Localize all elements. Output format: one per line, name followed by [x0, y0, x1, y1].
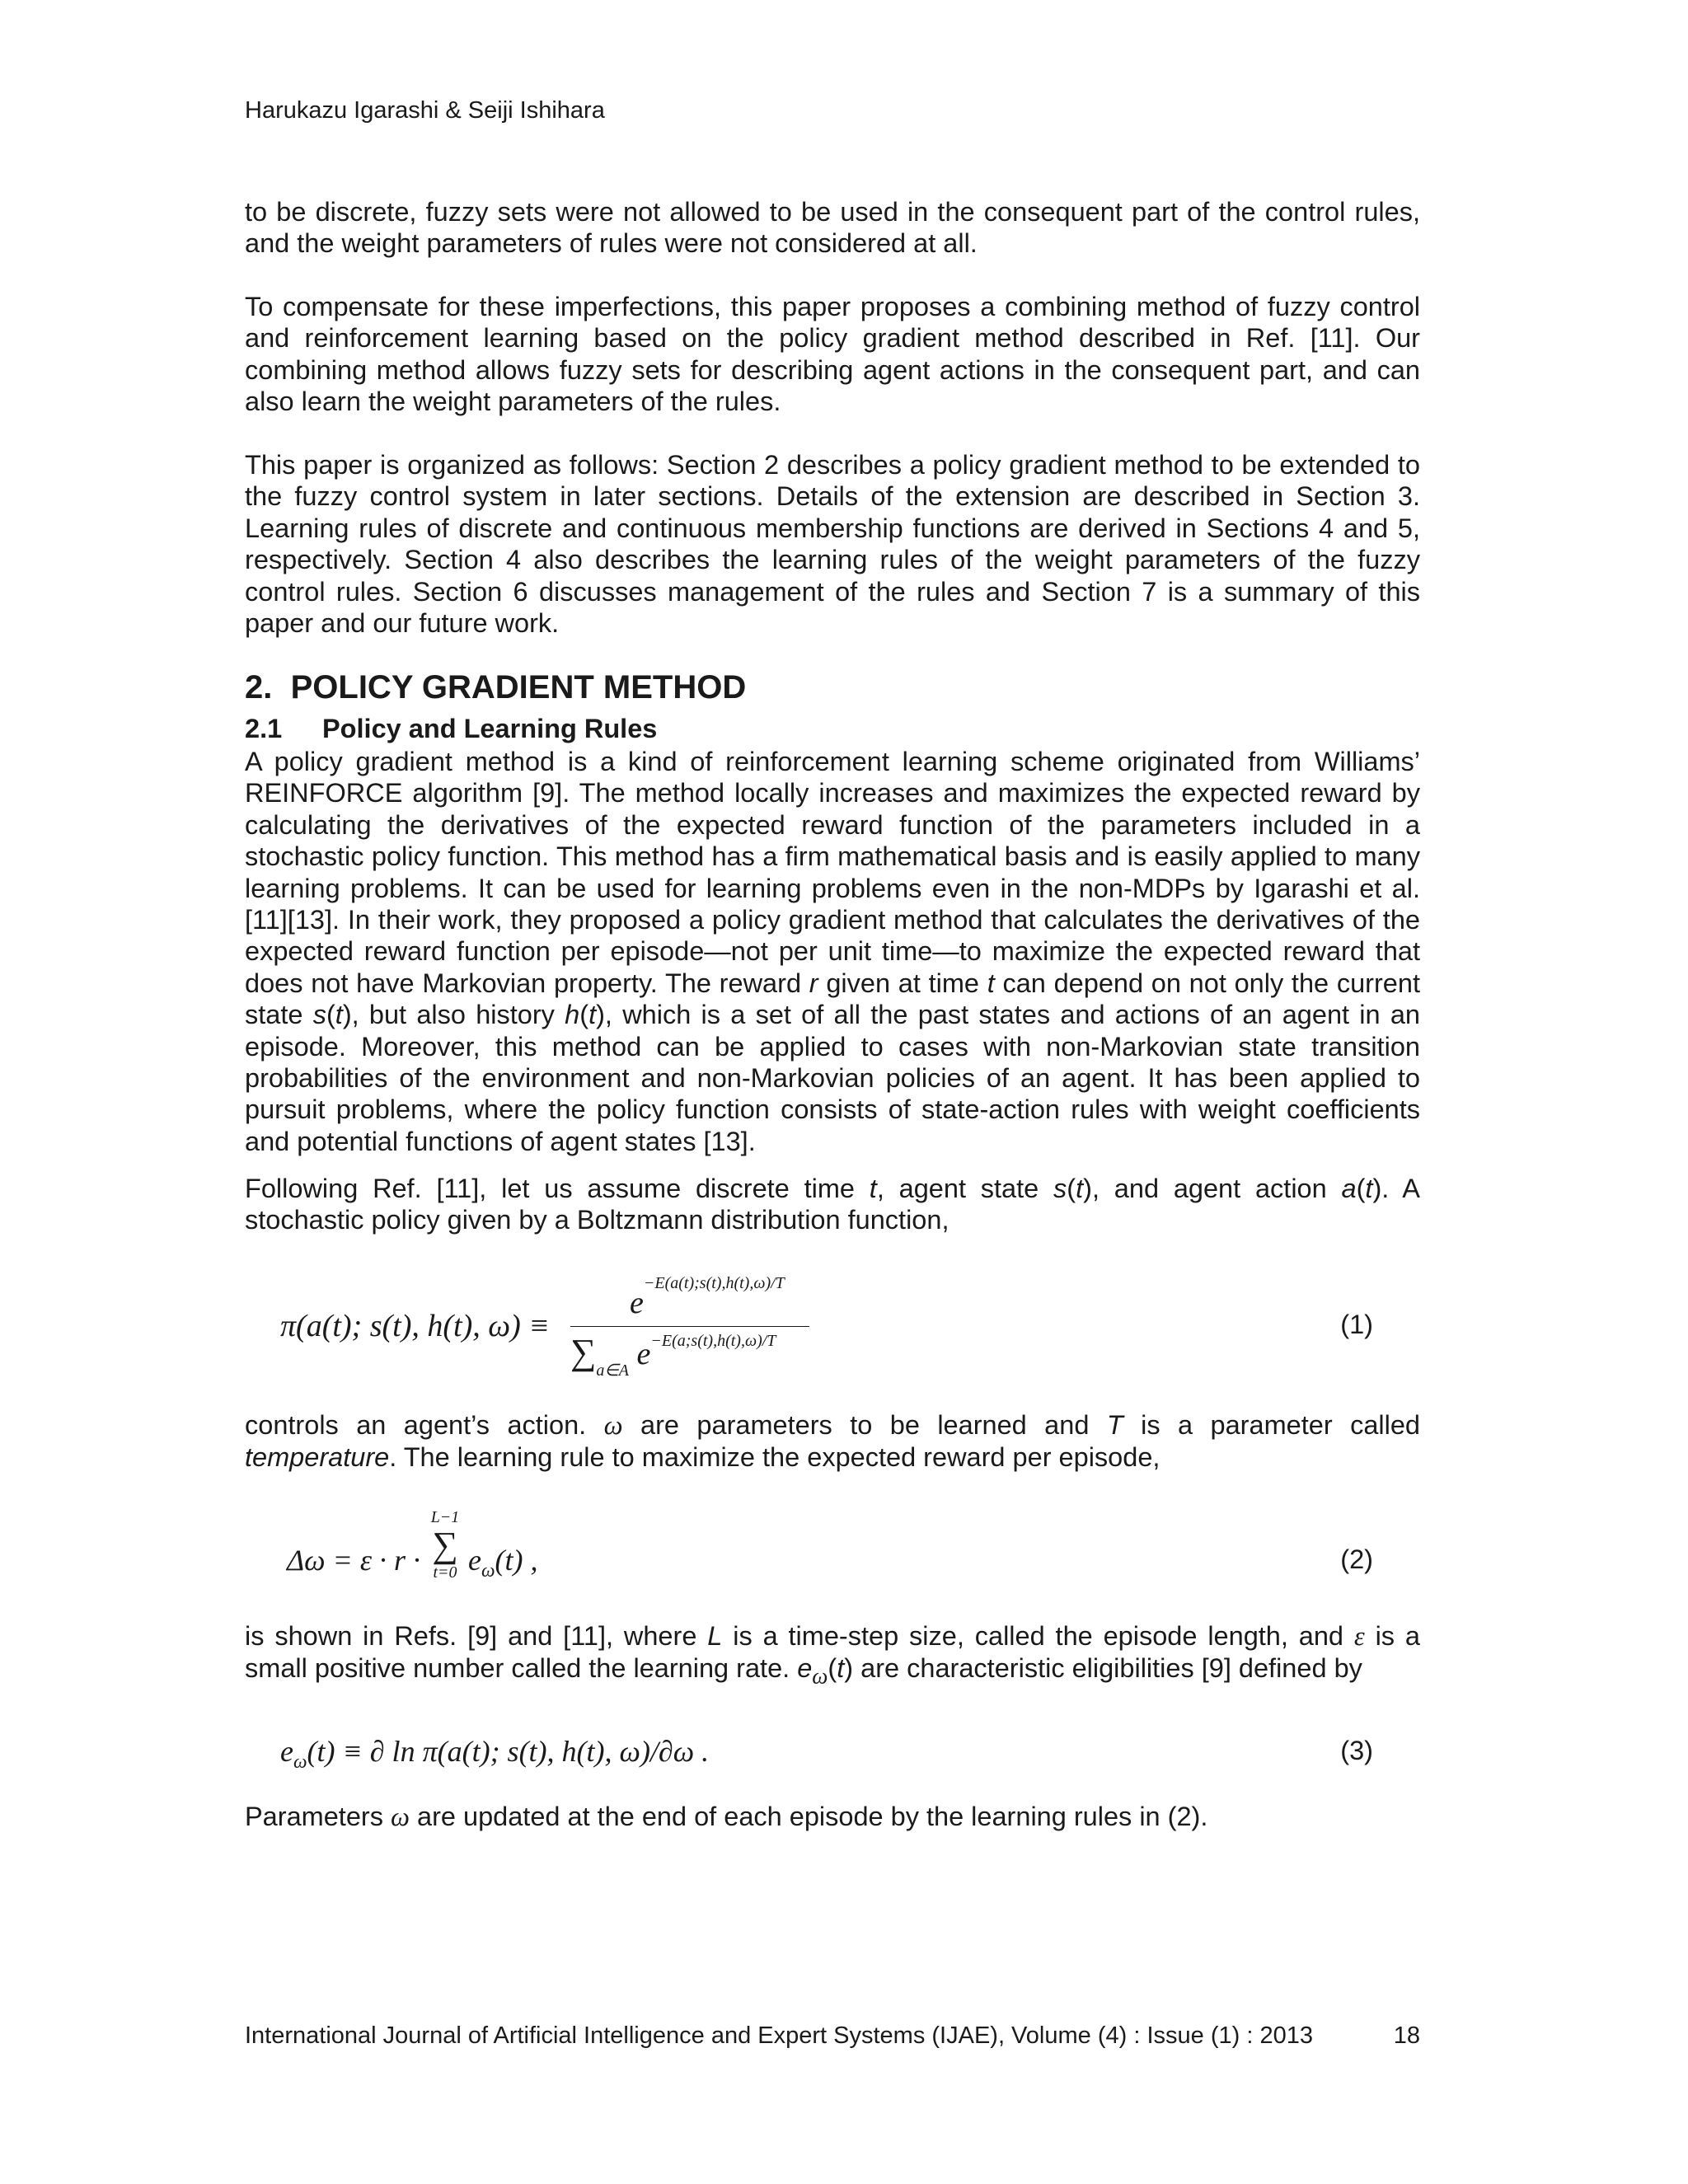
- paragraph-7: [245, 1620, 1420, 1692]
- paragraph-4-text: A policy gradient method is a kind of reinforcement learning scheme originated from Williams’ REINFORCE algorithm [9]. The method locally increases and maximizes the expected reward by calculating the derivatives of the expected reward function of the parameters included in a stochastic policy function. This method has a firm mathematical basis and is easily applied to many learning problems. It can be used for learning problems even in the non-MDPs by Igarashi et al. [11][13]. In their work, they proposed a policy gradient method that calculates the derivatives of the expected reward function per episode—not per unit time—to maximize the expected reward that does not have Markovian property. The reward r given at time t can depend on not only the current state s(t), but also history h(t), which is a set of all the past states and actions of an agent in an episode. Moreover, this method can be applied to cases with non-Markovian state transition probabilities of the environment and non-Markovian policies of an agent. It has been applied to pursuit problems, where the policy function consists of state-action rules with weight coefficients and potential functions of agent states [13].: [245, 747, 1420, 1156]
- equation-1: [280, 1273, 1373, 1389]
- equation-3: [280, 1731, 1373, 1780]
- paragraph-7-text: is shown in Refs. [9] and [11], where L is a time-step size, called the episode length, and ε is a small positive number called the learning rate. $e_\omega(t)$ are characteristic eligibilities [9] defined by: [245, 1621, 1420, 1689]
- paragraph-5-text: Following Ref. [11], let us assume discrete time t, agent state s(t), and agent action a(t). A stochastic policy given by a Boltzmann distribution function,: [245, 1174, 1420, 1235]
- equation-1-fraction: [570, 1273, 1098, 1380]
- subsection-title: Policy and Learning Rules: [322, 714, 658, 743]
- paragraph-5: [245, 1173, 1420, 1236]
- paragraph-2-text: To compensate for these imperfections, this paper proposes a combining method of fuzzy control and reinforcement learning based on the policy gradient method described in Ref. [11]. Our combining method allows fuzzy sets for describing agent actions in the consequent part, and can also learn the weight parameters of the rules.: [245, 292, 1420, 417]
- equation-2-number: (2): [1340, 1544, 1373, 1574]
- paragraph-2: [245, 291, 1420, 418]
- fraction-bar: [570, 1326, 809, 1327]
- paragraph-8-text: Parameters ω are updated at the end of each episode by the learning rules in (2).: [245, 1802, 1208, 1832]
- section-number: 2.: [245, 669, 273, 705]
- page-number: 18: [1393, 2022, 1420, 2049]
- equation-1-lhs: π(a(t); s(t), h(t), ω) ≡: [280, 1309, 550, 1343]
- equation-2-term: $e_\omega(t)$ ,: [468, 1544, 538, 1582]
- paragraph-3-text: This paper is organized as follows: Section 2 describes a policy gradient method to be extended to the fuzzy control system in later sections. Details of the extension are described in Section 3. Learning rules of discrete and continuous membership functions are derived in Sections 4 and 5, respectively. Section 4 also describes the learning rules of the weight parameters of the fuzzy control rules. Section 6 discusses management of the rules and Section 7 is a summary of this paper and our future work.: [245, 450, 1420, 639]
- equation-1-denominator: $\sum_{a\in A}$ $e^{-E(a;s(t),h(t),\omega)/T}$: [570, 1332, 776, 1380]
- equation-2-lhs: Δω = ε · r ·: [287, 1544, 421, 1577]
- paragraph-1-text: to be discrete, fuzzy sets were not allowed to be used in the consequent part of the control rules, and the weight parameters of rules were not considered at all.: [245, 197, 1420, 259]
- section-heading: [245, 669, 746, 706]
- footer-journal: International Journal of Artificial Intelligence and Expert Systems (IJAE), Volume (4) : Issue (1) : 2013: [245, 2022, 1313, 2049]
- paragraph-3: [245, 449, 1420, 639]
- paragraph-8: [245, 1801, 1420, 1833]
- paragraph-6: [245, 1409, 1420, 1474]
- subsection-number: 2.1: [245, 714, 283, 743]
- equation-3-body: $e_\omega(t)$ ≡ ∂ ln π(a(t); s(t), h(t), ω)/∂ω .: [280, 1735, 710, 1774]
- paragraph-1: [245, 196, 1420, 260]
- page-footer: [245, 2022, 1420, 2050]
- equation-2-sum: L−1 ∑ t=0: [430, 1508, 460, 1582]
- section-title: POLICY GRADIENT METHOD: [290, 669, 747, 705]
- equation-1-number: (1): [1340, 1310, 1373, 1339]
- paragraph-6-text: controls an agent’s action. ω are parameters to be learned and T is a parameter called temperature. The learning rule to maximize the expected reward per episode,: [245, 1410, 1421, 1473]
- equation-2: [280, 1508, 1373, 1624]
- running-head-authors: Harukazu Igarashi & Seiji Ishihara: [245, 97, 605, 124]
- equation-1-numerator: $e^{-E(a(t);s(t),h(t),\omega)/T}$: [630, 1274, 785, 1320]
- equation-3-number: (3): [1340, 1736, 1373, 1765]
- paragraph-4: [245, 746, 1420, 1157]
- subsection-heading: [245, 714, 657, 744]
